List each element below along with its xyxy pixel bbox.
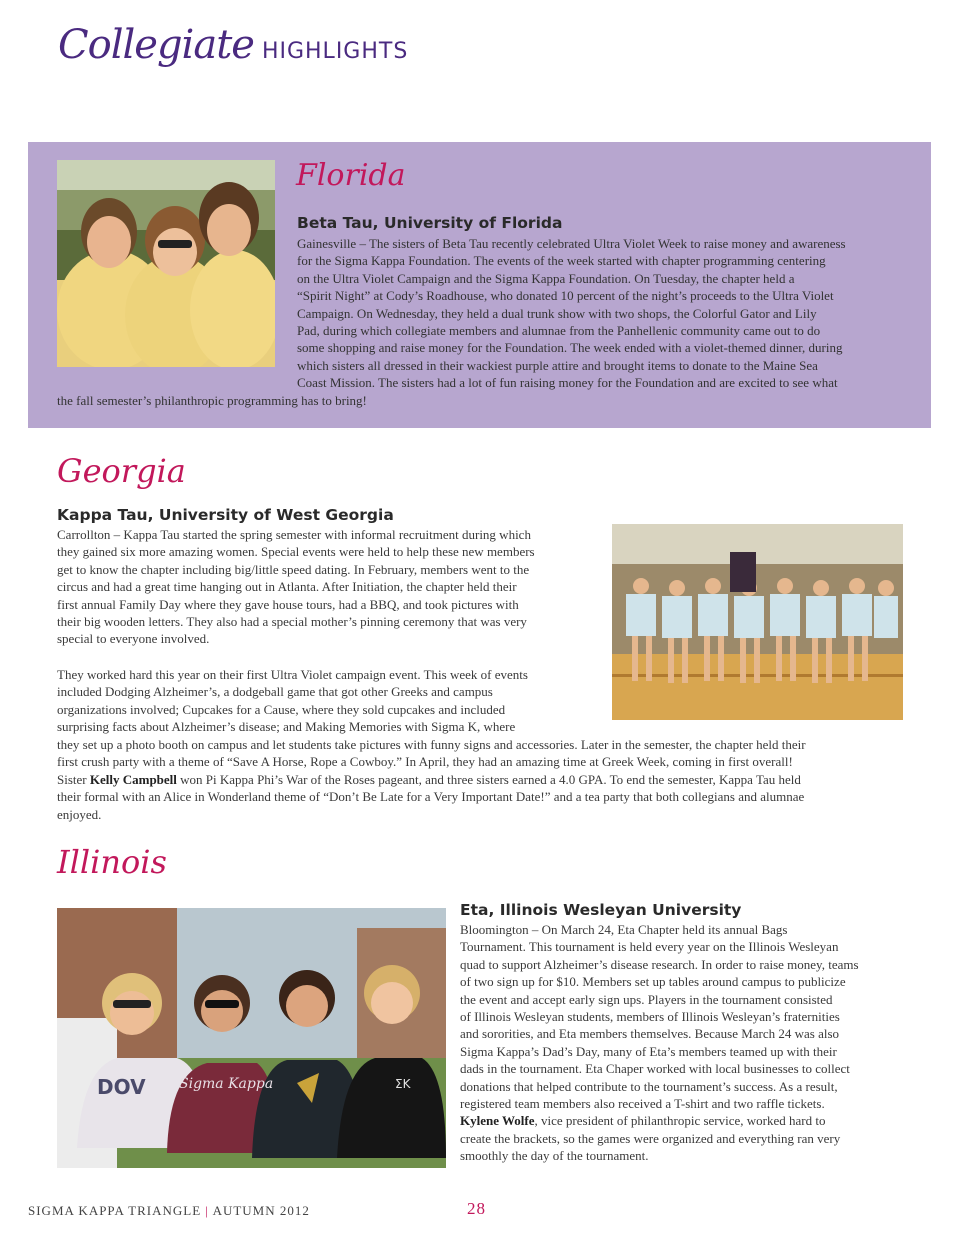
illinois-body <box>460 921 920 1165</box>
georgia-line: Carrollton – Kappa Tau started the spring semester with informal recruitment during which <box>57 527 531 542</box>
georgia-paragraph-1 <box>57 526 602 648</box>
georgia-group-photo <box>612 524 903 720</box>
illinois-shirt-text-1: DOV <box>97 1075 146 1099</box>
illinois-shirt-text-2: Sigma Kappa <box>179 1076 274 1092</box>
illinois-line: create the brackets, so the games were organized and everything ran very <box>460 1130 841 1146</box>
georgia-chapter-heading: Kappa Tau, University of West Georgia <box>57 506 394 524</box>
florida-line: “Spirit Night” at Cody’s Roadhouse, who donated 10 percent of the night’s proceeds to the Ultra Violet <box>297 288 834 304</box>
florida-line: Coast Mission. The sisters had a lot of fun raising money for the Foundation and are excited to see what <box>297 375 838 391</box>
illinois-line: quad to support Alzheimer’s disease research. In order to raise money, teams <box>460 956 859 972</box>
georgia-line: circus and had a great time hanging out in Atlanta. After Initiation, the chapter held their <box>57 579 517 595</box>
masthead-script-word: Collegiate <box>58 22 254 68</box>
florida-line: some shopping and raise money for the Foundation. The week ended with a violet-themed dinner, during <box>297 340 843 356</box>
footer-separator: | <box>205 1203 210 1218</box>
georgia-sister-prefix: Sister <box>57 771 90 787</box>
georgia-line: included Dodging Alzheimer’s, a dodgeball game that got other Greeks and campus <box>57 684 493 700</box>
georgia-line: They worked hard this year on their first Ultra Violet campaign event. This week of events <box>57 667 528 682</box>
georgia-line: enjoyed. <box>57 806 102 822</box>
florida-line: Campaign. On Wednesday, they held a dual trunk show with two shops, the Colorful Gator and Lily <box>297 305 817 321</box>
footer-publication <box>28 1203 310 1219</box>
florida-line: on the Ultra Violet Campaign and the Sigma Kappa Foundation. On Tuesday, the chapter held a <box>297 270 795 286</box>
georgia-line: first annual Family Day where they gave house tours, had a BBQ, and took pictures with <box>57 596 519 612</box>
illinois-line: registered team members also received a T-shirt and two raffle tickets. <box>460 1096 825 1112</box>
page-number: 28 <box>467 1199 486 1218</box>
florida-group-photo <box>57 160 275 367</box>
masthead <box>58 22 408 92</box>
illinois-state-title: Illinois <box>57 843 167 881</box>
footer-issue: AUTUMN 2012 <box>212 1203 310 1218</box>
georgia-line-sister <box>57 771 937 788</box>
masthead-caps-word: HIGHLIGHTS <box>261 39 409 64</box>
illinois-line: donations that helped contribute to the tournament’s success. As a result, <box>460 1078 838 1094</box>
illinois-group-photo <box>57 908 446 1168</box>
georgia-line: their formal with an Alice in Wonderland theme of “Don’t Be Late for a Very Important Date!” and a tea party that both collegians and alumnae <box>57 789 805 805</box>
florida-chapter-heading: Beta Tau, University of Florida <box>297 214 563 232</box>
illinois-chapter-heading: Eta, Illinois Wesleyan University <box>460 901 742 919</box>
georgia-line: first crush party with a theme of “Save A Horse, Rope a Cowboy.” In April, they had an amazing time at Greek Week, coming in first overall! <box>57 754 793 770</box>
georgia-line: organizations involved; Cupcakes for a Cause, where they sold cupcakes and included <box>57 701 506 717</box>
illinois-line: Tournament. This tournament is held every year on the Illinois Wesleyan <box>460 939 839 955</box>
georgia-paragraph-2a <box>57 666 602 736</box>
illinois-line: smoothly the day of the tournament. <box>460 1148 649 1164</box>
florida-body <box>297 235 917 392</box>
florida-line: the fall semester’s philanthropic programming has to bring! <box>57 393 367 408</box>
georgia-line: they set up a photo booth on campus and let students take pictures with funny signs and accessories. Later in the semester, the chapter held their <box>57 737 806 752</box>
georgia-line: get to know the chapter including big/little speed dating. In February, members went to the <box>57 561 530 577</box>
florida-line: which sisters all dressed in their wackiest purple attire and brought items to donate to the Maine Sea <box>297 357 818 373</box>
footer-magazine: SIGMA KAPPA TRIANGLE <box>28 1203 202 1218</box>
illinois-line: Bloomington – On March 24, Eta Chapter held its annual Bags <box>460 922 788 937</box>
georgia-line: surprising facts about Alzheimer’s disease; and Making Memories with Sigma K, where <box>57 719 516 735</box>
florida-line: Gainesville – The sisters of Beta Tau recently celebrated Ultra Violet Week to raise money and awareness <box>297 236 846 251</box>
illinois-line: the event and accept early sign ups. Players in the tournament consisted <box>460 991 833 1007</box>
georgia-line: special to everyone involved. <box>57 631 210 647</box>
georgia-line: they gained six more amazing women. Special events were held to help these new members <box>57 544 535 560</box>
illinois-kylene-rest: , vice president of philanthropic service, worked hard to <box>534 1113 826 1129</box>
georgia-state-title: Georgia <box>57 452 186 490</box>
illinois-line: Sigma Kappa’s Dad’s Day, many of Eta’s members teamed up with their <box>460 1043 837 1059</box>
illinois-line: of two sign up for $10. Members set up tables around campus to publicize <box>460 974 846 990</box>
florida-line: Pad, during which collegiate members and alumnae from the Panhellenic community came out to do <box>297 323 821 339</box>
florida-line: for the Sigma Kappa Foundation. The events of the week started with chapter programming centering <box>297 253 826 269</box>
illinois-shirt-text-3: ΣK <box>395 1077 411 1091</box>
florida-state-title: Florida <box>296 158 406 193</box>
georgia-sister-name: Kelly Campbell <box>89 771 177 787</box>
illinois-line-kylene <box>460 1112 920 1129</box>
georgia-line: their big wooden letters. They also had a special mother’s pinning ceremony that was very <box>57 614 527 630</box>
illinois-kylene-name: Kylene Wolfe <box>460 1113 535 1129</box>
georgia-sister-rest: won Pi Kappa Phi’s War of the Roses pageant, and three sisters earned a 4.0 GPA. To end the semester, Kappa Tau held <box>176 771 801 787</box>
georgia-paragraph-2b <box>57 736 937 823</box>
illinois-line: dads in the tournament. Eta Chaper worked with local businesses to collect <box>460 1061 850 1077</box>
illinois-line: of Illinois Wesleyan students, members of Illinois Wesleyan’s fraternities <box>460 1009 840 1025</box>
illinois-line: and sororities, and Eta members themselves. Because March 24 was also <box>460 1026 840 1042</box>
